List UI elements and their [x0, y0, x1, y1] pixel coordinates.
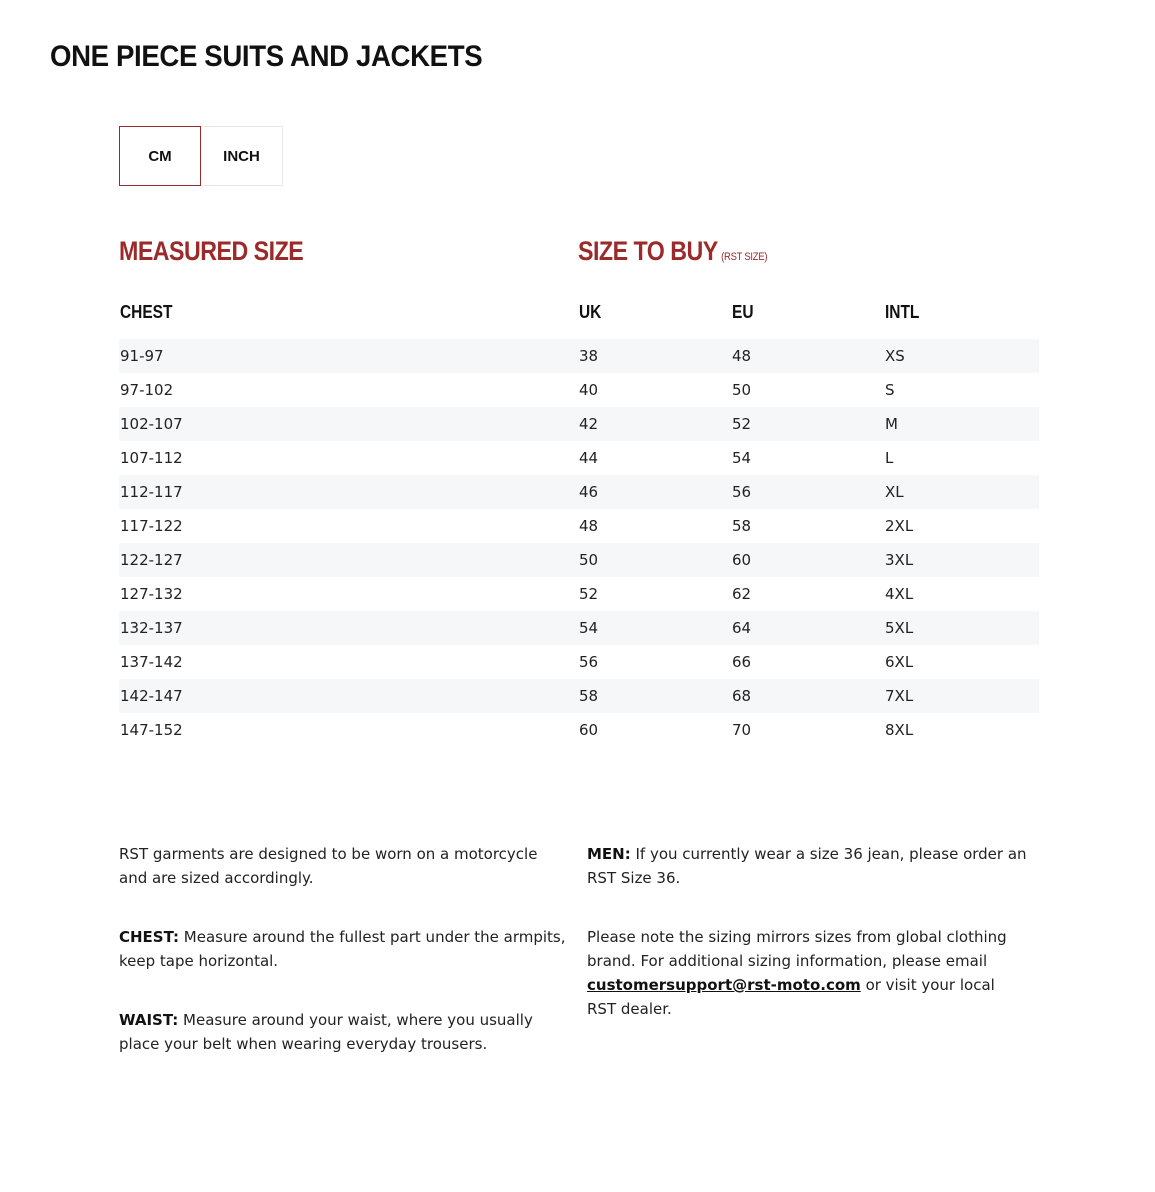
column-header-chest: CHEST: [120, 302, 173, 322]
table-row: [119, 645, 1039, 679]
eu-cell: 54: [732, 449, 752, 467]
eu-cell: 70: [732, 721, 752, 739]
uk-cell: 44: [579, 449, 599, 467]
intl-cell: 2XL: [885, 517, 914, 535]
size-to-buy-heading: [578, 236, 767, 267]
intl-cell: L: [885, 449, 894, 467]
eu-cell: 68: [732, 687, 752, 705]
chest-cell: 107-112: [120, 449, 183, 467]
column-header-uk: UK: [579, 302, 602, 322]
intl-cell: 5XL: [885, 619, 914, 637]
chest-cell: 127-132: [120, 585, 183, 603]
chest-cell: 122-127: [120, 551, 183, 569]
table-row: [119, 475, 1039, 509]
table-row: [119, 611, 1039, 645]
table-row: [119, 373, 1039, 407]
eu-cell: 56: [732, 483, 752, 501]
support-email-link[interactable]: customersupport@rst-moto.com: [587, 976, 861, 994]
uk-cell: 38: [579, 347, 599, 365]
unit-cm-button[interactable]: CM: [119, 126, 201, 186]
intl-cell: 6XL: [885, 653, 914, 671]
table-row: [119, 679, 1039, 713]
men-note-text: If you currently wear a size 36 jean, please order an RST Size 36.: [587, 845, 1027, 887]
uk-cell: 56: [579, 653, 599, 671]
page-title: ONE PIECE SUITS AND JACKETS: [50, 40, 483, 73]
uk-cell: 58: [579, 687, 599, 705]
eu-cell: 62: [732, 585, 752, 603]
eu-cell: 66: [732, 653, 752, 671]
uk-cell: 40: [579, 381, 599, 399]
intl-cell: 7XL: [885, 687, 914, 705]
waist-note: [119, 1008, 569, 1056]
measured-size-heading: [119, 236, 303, 267]
chest-cell: 91-97: [120, 347, 164, 365]
table-row: [119, 543, 1039, 577]
table-row: [119, 713, 1039, 747]
chest-cell: 102-107: [120, 415, 183, 433]
eu-cell: 48: [732, 347, 752, 365]
intl-cell: 4XL: [885, 585, 914, 603]
uk-cell: 60: [579, 721, 599, 739]
waist-note-text: Measure around your waist, where you usually place your belt when wearing everyday trousers.: [119, 1011, 533, 1053]
eu-cell: 58: [732, 517, 752, 535]
table-row: [119, 407, 1039, 441]
column-header-intl: INTL: [885, 302, 920, 322]
chest-cell: 117-122: [120, 517, 183, 535]
sizing-note-tail: or visit your local RST dealer.: [587, 976, 995, 1018]
intl-cell: XS: [885, 347, 905, 365]
uk-cell: 46: [579, 483, 599, 501]
intro-note: RST garments are designed to be worn on a motorcycle and are sized accordingly.: [119, 845, 538, 887]
sizing-note: [587, 925, 1027, 1021]
measured-size-label: MEASURED SIZE: [119, 236, 304, 266]
chest-cell: 112-117: [120, 483, 183, 501]
table-row: [119, 339, 1039, 373]
column-header-eu: EU: [732, 302, 754, 322]
intl-cell: 8XL: [885, 721, 914, 739]
uk-cell: 42: [579, 415, 599, 433]
sizing-note-text: Please note the sizing mirrors sizes from global clothing brand. For additional sizing information, please email: [587, 928, 1007, 970]
men-note-label: MEN:: [587, 845, 631, 863]
uk-cell: 52: [579, 585, 599, 603]
intl-cell: M: [885, 415, 898, 433]
rst-size-note: (RST SIZE): [721, 251, 768, 263]
chest-cell: 147-152: [120, 721, 183, 739]
chest-cell: 137-142: [120, 653, 183, 671]
size-to-buy-label: SIZE TO BUY: [578, 236, 718, 266]
table-row: [119, 441, 1039, 475]
intl-cell: S: [885, 381, 895, 399]
unit-toggle: [119, 126, 283, 186]
waist-note-label: WAIST:: [119, 1011, 179, 1029]
chest-cell: 97-102: [120, 381, 174, 399]
size-table: [119, 339, 1039, 747]
men-note: [587, 842, 1027, 890]
uk-cell: 50: [579, 551, 599, 569]
eu-cell: 52: [732, 415, 752, 433]
table-row: [119, 577, 1039, 611]
chest-cell: 132-137: [120, 619, 183, 637]
chest-note-label: CHEST:: [119, 928, 180, 946]
notes-left-column: [119, 842, 569, 1091]
chest-note: [119, 925, 569, 973]
eu-cell: 64: [732, 619, 752, 637]
uk-cell: 48: [579, 517, 599, 535]
notes-right-column: [587, 842, 1027, 1056]
eu-cell: 50: [732, 381, 752, 399]
unit-inch-button[interactable]: INCH: [201, 126, 283, 186]
intl-cell: XL: [885, 483, 904, 501]
uk-cell: 54: [579, 619, 599, 637]
table-row: [119, 509, 1039, 543]
chest-note-text: Measure around the fullest part under the armpits, keep tape horizontal.: [119, 928, 566, 970]
eu-cell: 60: [732, 551, 752, 569]
intl-cell: 3XL: [885, 551, 914, 569]
chest-cell: 142-147: [120, 687, 183, 705]
